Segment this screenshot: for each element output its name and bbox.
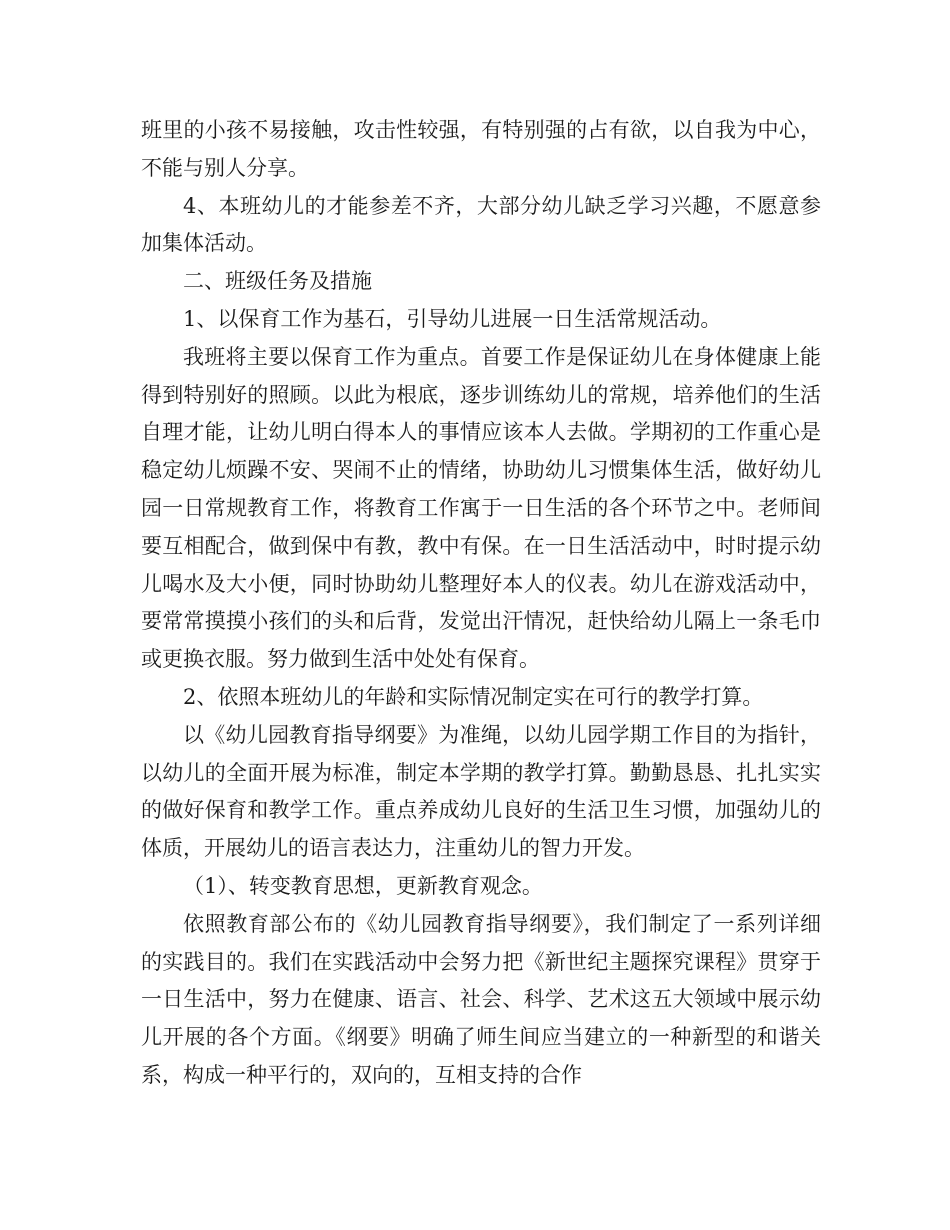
subheading-1: 1、以保育工作为基石，引导幼儿进展一日生活常规活动。 (183, 306, 722, 331)
paragraph-5: 依照教育部公布的《幼儿园教育指导纲要》，我们制定了一系列详细的实践目的。我们在实践活动中会努力把《新世纪主题探究课程》贯穿于一日生活中，努力在健康、语言、社会、科学、艺术这五大领域中展示幼儿开展的各个方面。《纲要》明确了师生间应当建立的一种新型的和谐关系，构成一种平行的，双向的，互相支持的合作 (141, 911, 821, 1087)
section-heading: 二、班级任务及措施 (183, 269, 372, 294)
subheading-2: 2、依照本班幼儿的年龄和实际情况制定实在可行的教学打算。 (183, 684, 764, 709)
paragraph-2: 4、本班幼儿的才能参差不齐，大部分幼儿缺乏学习兴趣，不愿意参加集体活动。 (141, 193, 821, 256)
paragraph-3: 我班将主要以保育工作为重点。首要工作是保证幼儿在身体健康上能得到特别好的照顾。以此为根底，逐步训练幼儿的常规，培养他们的生活自理才能，让幼儿明白得本人的事情应该本人去做。学期初的工作重心是稳定幼儿烦躁不安、哭闹不止的情绪，协助幼儿习惯集体生活，做好幼儿园一日常规教育工作，将教育工作寓于一日生活的各个环节之中。老师间要互相配合，做到保中有教，教中有保。在一日生活活动中，时时提示幼儿喝水及大小便，同时协助幼儿整理好本人的仪表。幼儿在游戏活动中，要常常摸摸小孩们的头和后背，发觉出汗情况，赶快给幼儿隔上一条毛巾或更换衣服。努力做到生活中处处有保育。 (141, 344, 821, 672)
subheading-3: （1）、转变教育思想，更新教育观念。 (183, 873, 543, 898)
paragraph-1: 班里的小孩不易接触，攻击性较强，有特别强的占有欲，以自我为中心，不能与别人分享。 (141, 118, 821, 180)
document-body (141, 112, 821, 1095)
paragraph-4: 以《幼儿园教育指导纲要》为准绳，以幼儿园学期工作目的为指针，以幼儿的全面开展为标准，制定本学期的教学打算。勤勤恳恳、扎扎实实的做好保育和教学工作。重点养成幼儿良好的生活卫生习惯，加强幼儿的体质，开展幼儿的语言表达力，注重幼儿的智力开发。 (141, 722, 821, 861)
